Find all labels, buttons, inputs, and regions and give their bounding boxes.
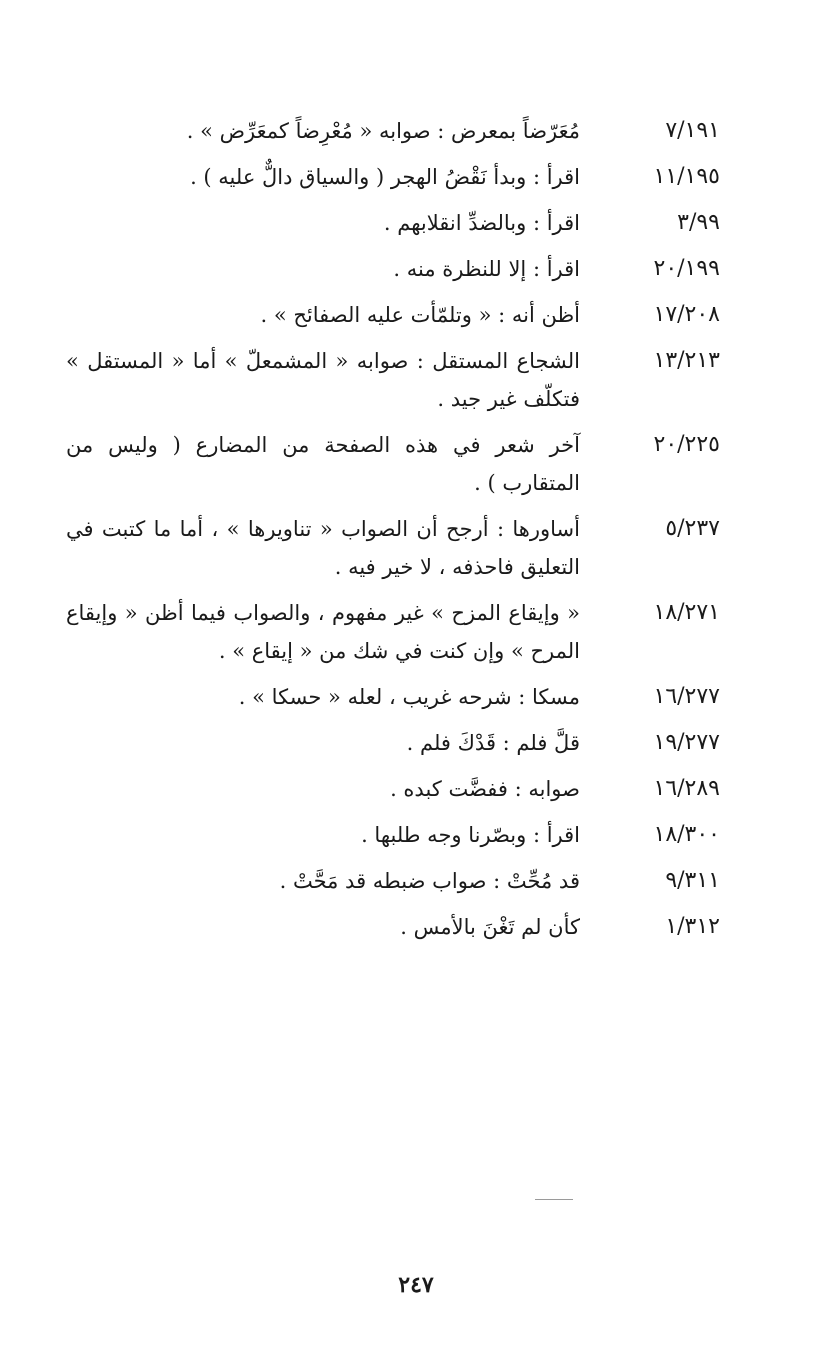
- entry-reference: ١٣/٢١٣: [653, 348, 720, 373]
- scan-mark-divider: [535, 1199, 573, 1200]
- entry-note: قلَّ فلم : قَدْكَ فلم .: [406, 731, 580, 755]
- entry-reference: ١٦/٢٧٧: [653, 684, 720, 709]
- entry-reference: ٢٠/١٩٩: [653, 256, 720, 281]
- correction-entry: [66, 426, 726, 502]
- entry-note: صوابه : ففضَّت كبده .: [390, 777, 580, 801]
- entry-note: « وإيقاع المزح » غير مفهوم ، والصواب فيما أظن « وإيقاع المرح » وإن كنت في شك من « إيقاع » .: [66, 601, 580, 663]
- correction-entry: [66, 342, 726, 418]
- correction-entry: [66, 816, 726, 854]
- entry-note: اقرأ : وبصّرنا وجه طلبها .: [361, 823, 580, 847]
- correction-entry: [66, 296, 726, 334]
- correction-entry: [66, 724, 726, 762]
- corrections-list: [66, 112, 726, 954]
- entry-note: مسكا : شرحه غريب ، لعله « حسكا » .: [238, 685, 580, 709]
- entry-reference: ١٨/٣٠٠: [653, 822, 720, 847]
- entry-note: كأن لم تَغْنَ بالأمس .: [400, 915, 580, 939]
- correction-entry: [66, 510, 726, 586]
- entry-reference: ١٩/٢٧٧: [653, 730, 720, 755]
- entry-note: مُعَرّضاً بمعرض : صوابه « مُعْرِضاً كمعَرِّض » .: [186, 119, 580, 143]
- entry-note: آخر شعر في هذه الصفحة من المضارع ( وليس من المتقارب ) .: [66, 433, 580, 495]
- entry-reference: ٥/٢٣٧: [665, 516, 720, 541]
- entry-reference: ١٦/٢٨٩: [653, 776, 720, 801]
- entry-note: أظن أنه : « وتلمّأت عليه الصفائح » .: [260, 303, 580, 327]
- correction-entry: [66, 770, 726, 808]
- entry-reference: ٩/٣١١: [665, 868, 720, 893]
- entry-reference: ٧/١٩١: [665, 118, 720, 143]
- entry-reference: ٣/٩٩: [677, 210, 720, 235]
- entry-note: اقرأ : وبالضدِّ انقلابهم .: [383, 211, 580, 235]
- entry-reference: ١٧/٢٠٨: [653, 302, 720, 327]
- entry-note: الشجاع المستقل : صوابه « المشمعلّ » أما « المستقل » فتكلّف غير جيد .: [66, 349, 580, 411]
- entry-note: أساورها : أرجح أن الصواب « تناويرها » ، أما ما كتبت في التعليق فاحذفه ، لا خير فيه .: [66, 517, 580, 579]
- correction-entry: [66, 204, 726, 242]
- correction-entry: [66, 594, 726, 670]
- entry-reference: ٢٠/٢٢٥: [653, 432, 720, 457]
- correction-entry: [66, 678, 726, 716]
- correction-entry: [66, 862, 726, 900]
- entry-reference: ١١/١٩٥: [653, 164, 720, 189]
- entry-note: اقرأ : إلا للنظرة منه .: [393, 257, 580, 281]
- correction-entry: [66, 112, 726, 150]
- page-number: ٢٤٧: [398, 1272, 434, 1298]
- entry-reference: ١٨/٢٧١: [653, 600, 720, 625]
- entry-note: قد مُحِّتْ : صواب ضبطه قد مَحَّتْ .: [279, 869, 580, 893]
- entry-reference: ١/٣١٢: [665, 914, 720, 939]
- entry-note: اقرأ : وبدأ نَقْضُ الهجر ( والسياق دالٌّ عليه ) .: [190, 165, 580, 189]
- correction-entry: [66, 158, 726, 196]
- correction-entry: [66, 250, 726, 288]
- correction-entry: [66, 908, 726, 946]
